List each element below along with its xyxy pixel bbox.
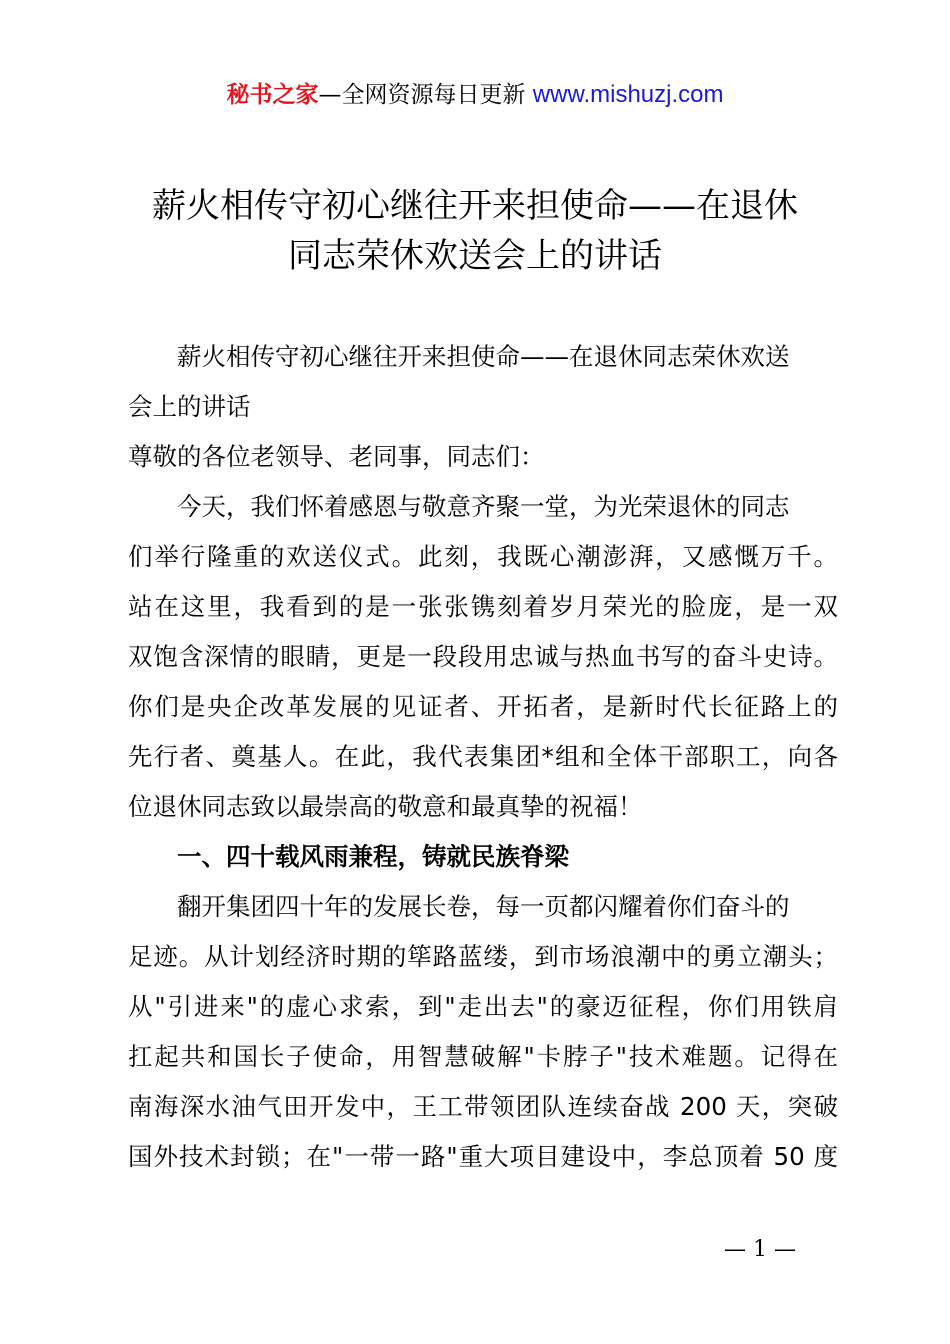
page-number: — 1 —	[724, 1237, 796, 1262]
brand-name: 秘书之家	[226, 82, 319, 108]
document-body	[128, 332, 838, 1182]
text-line: 南海深水油气田开发中，王工带领团队连续奋战 200 天，突破	[128, 1092, 838, 1121]
text-line: 位退休同志致以最崇高的敬意和最真挚的祝福！	[128, 792, 643, 821]
text-line: 薪火相传守初心继往开来担使命——在退休同志荣休欢送	[177, 342, 790, 371]
paragraph-opening	[128, 482, 838, 832]
text-line: 翻开集团四十年的发展长卷，每一页都闪耀着你们奋斗的	[177, 892, 790, 921]
site-tagline: —全网资源每日更新	[318, 82, 533, 108]
site-url-link[interactable]: www.mishuzj.com	[532, 81, 724, 108]
text-line: 从"引进来"的虚心求索，到"走出去"的豪迈征程，你们用铁肩	[128, 992, 838, 1021]
title-line-1: 薪火相传守初心继往开来担使命——在退休	[152, 186, 798, 226]
subtitle-paragraph	[128, 332, 838, 432]
text-line: 会上的讲话	[128, 392, 251, 421]
text-line: 扛起共和国长子使命，用智慧破解"卡脖子"技术难题。记得在	[128, 1042, 838, 1071]
text-line: 今天，我们怀着感恩与敬意齐聚一堂，为光荣退休的同志	[177, 492, 790, 521]
paragraph-history	[128, 882, 838, 1182]
site-header	[0, 78, 950, 112]
document-title	[60, 181, 890, 281]
salutation	[128, 432, 838, 482]
section-heading	[128, 832, 838, 882]
text-line: 先行者、奠基人。在此，我代表集团*组和全体干部职工，向各	[128, 742, 838, 771]
text-line: 国外技术封锁；在"一带一路"重大项目建设中，李总顶着 50 度	[128, 1142, 838, 1171]
text-line: 足迹。从计划经济时期的筚路蓝缕，到市场浪潮中的勇立潮头；	[128, 942, 838, 971]
text-line: 一、四十载风雨兼程，铸就民族脊梁	[177, 842, 569, 871]
title-line-2: 同志荣休欢送会上的讲话	[288, 236, 662, 276]
text-line: 双饱含深情的眼睛，更是一段段用忠诚与热血书写的奋斗史诗。	[128, 642, 838, 671]
text-line: 们举行隆重的欢送仪式。此刻，我既心潮澎湃，又感慨万千。	[128, 542, 838, 571]
text-line: 站在这里，我看到的是一张张镌刻着岁月荣光的脸庞，是一双	[128, 592, 838, 621]
text-line: 你们是央企改革发展的见证者、开拓者，是新时代长征路上的	[128, 692, 838, 721]
text-line: 尊敬的各位老领导、老同事，同志们：	[128, 442, 545, 471]
